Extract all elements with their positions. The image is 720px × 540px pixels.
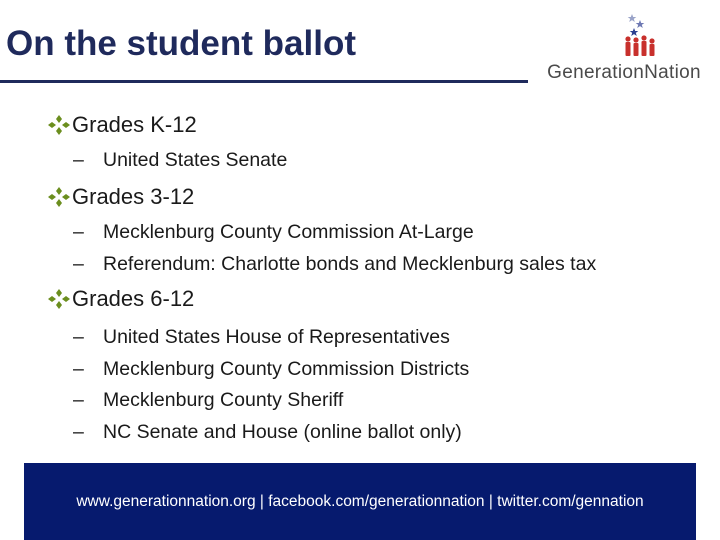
dash: – [73, 220, 84, 243]
list-item [73, 322, 708, 354]
dash: – [73, 252, 84, 275]
dash: – [73, 326, 84, 349]
list-item-text: United States Senate [103, 148, 288, 171]
section-heading-text: Grades K-12 [72, 112, 197, 137]
list-item [73, 248, 708, 280]
dash: – [73, 148, 84, 171]
dash: – [73, 420, 84, 443]
list-item [73, 385, 708, 417]
section-grades-3-12 [48, 180, 708, 282]
list-item-text: NC Senate and House (online ballot only) [103, 420, 462, 443]
footer-links-bar [24, 463, 696, 540]
section-heading [48, 180, 708, 214]
logo-wordmark: GenerationNation [547, 62, 701, 83]
list-item [73, 354, 708, 386]
section-grades-k-12 [48, 108, 708, 180]
list-item-text: Mecklenburg County Commission At-Large [103, 220, 474, 243]
section-grades-6-12 [48, 282, 708, 448]
title-divider [0, 80, 528, 83]
bullet-content [48, 108, 708, 448]
list-item-text: Mecklenburg County Sheriff [103, 389, 344, 412]
section-heading-text: Grades 6-12 [72, 286, 195, 311]
diamond-bullet-icon [48, 186, 70, 208]
diamond-bullet-icon [48, 288, 70, 310]
diamond-bullet-icon [48, 114, 70, 136]
footer [0, 463, 720, 540]
section-heading [48, 282, 708, 316]
footer-links-text: www.generationnation.org | facebook.com/generationnation | twitter.com/gennation [76, 492, 644, 510]
dash: – [73, 389, 84, 412]
sub-list [48, 142, 708, 180]
dash: – [73, 357, 84, 380]
section-heading [48, 108, 708, 142]
section-heading-text: Grades 3-12 [72, 184, 195, 209]
list-item-text: United States House of Representatives [103, 326, 450, 349]
list-item [73, 216, 708, 248]
sub-list [48, 214, 708, 282]
list-item-text: Referendum: Charlotte bonds and Mecklenburg sales tax [103, 252, 597, 275]
sub-list [48, 316, 708, 448]
logo-figures-icon [622, 10, 662, 60]
list-item [73, 144, 708, 176]
generation-nation-logo [536, 10, 716, 90]
list-item-text: Mecklenburg County Commission Districts [103, 357, 470, 380]
list-item [73, 417, 708, 449]
slide-title: On the student ballot [6, 24, 356, 63]
